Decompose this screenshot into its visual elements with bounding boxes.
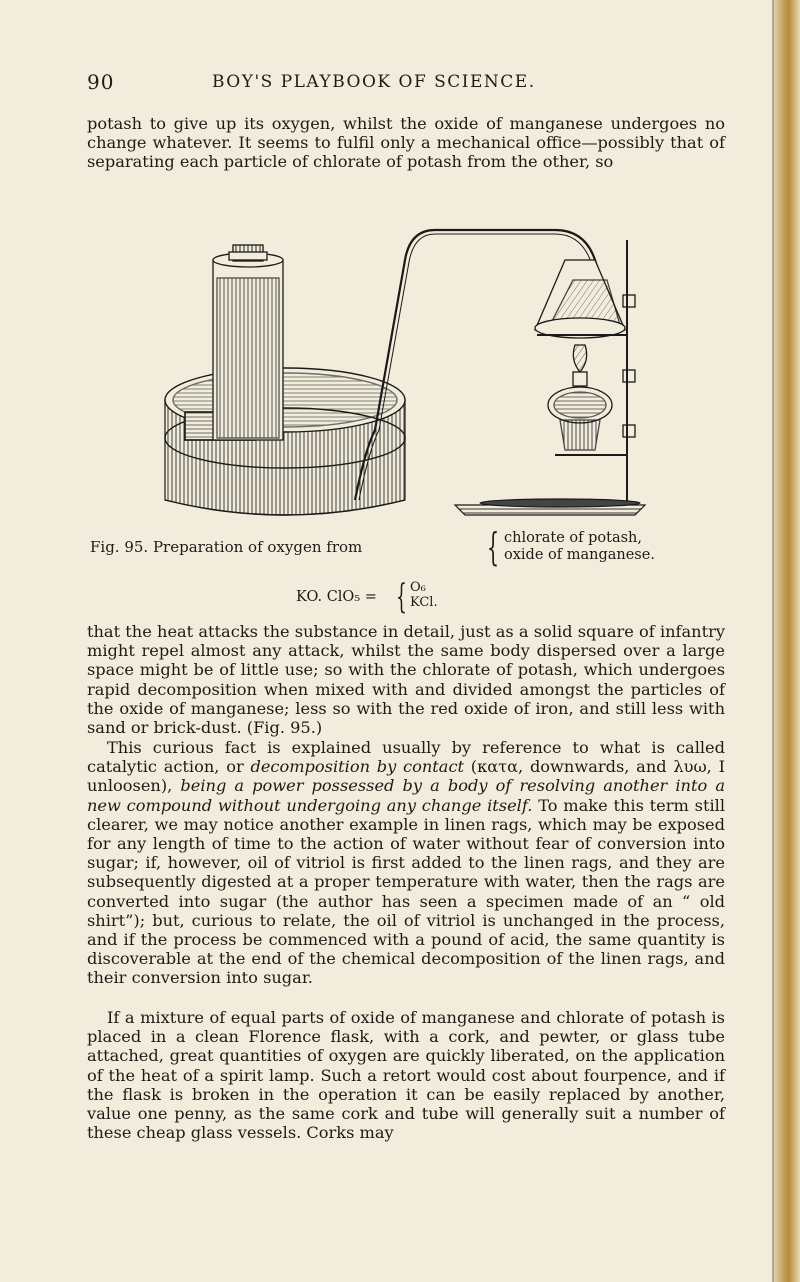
paragraph-1: that the heat attacks the substance in detail, just as a solid square of infantry might repel almost any attack, whilst the same body dispersed over a large space might be of little use; so with the chlorate of potash, which undergoes rapid decomposition when mixed with and divided amongst the particles of the oxide of manganese; less so with the red oxide of iron, and still less with sand or brick-dust. (Fig. 95.) <box>87 622 725 738</box>
p2-text-a: This curious fact is explained usually by reference to what is called catalytic action, or <box>87 738 725 777</box>
base-board <box>455 499 645 515</box>
paragraph-2 <box>87 738 725 988</box>
running-head: BOY'S PLAYBOOK OF SCIENCE. <box>212 72 536 92</box>
p2-emphasis-1: decomposition by contact <box>250 757 465 777</box>
paragraph-3 <box>87 1008 725 1142</box>
spirit-lamp <box>548 345 612 450</box>
page-edge-line <box>772 0 774 1282</box>
gas-jar <box>213 245 283 440</box>
paragraph-top: potash to give up its oxygen, whilst the oxide of manganese undergoes no change whatever. It seems to fulfil only a mechanical office—possibly that of separating each particle of chlorate of potash from the other, so <box>87 114 725 172</box>
caption-option-2: oxide of manganese. <box>504 547 655 563</box>
chemical-formula <box>296 577 496 620</box>
formula-lhs: KO. ClO₅ = <box>296 589 377 605</box>
p2-emphasis-2: being a power possessed by a body of resolving another into a new compound without undergoing any change itself. <box>87 776 725 815</box>
caption-text: Fig. 95. Preparation of oxygen from <box>90 538 363 556</box>
caption-option-1: chlorate of potash, <box>504 530 642 546</box>
formula-bottom: KCl. <box>410 595 438 610</box>
formula-brace: { <box>396 577 407 617</box>
caption-brace: { <box>487 525 500 569</box>
page-edge <box>772 0 800 1282</box>
formula-top: O₆ <box>410 580 426 595</box>
figure-oxygen-apparatus <box>155 200 665 525</box>
page-number: 90 <box>87 70 115 94</box>
page-header <box>87 70 727 100</box>
p3-text: If a mixture of equal parts of oxide of manganese and chlorate of potash is placed in a clean Florence flask, with a cork, and pewter, or glass tube attached, great quantities of oxygen are quickly liberated, on the application of the heat of a spirit lamp. Such a retort would cost about fourpence, and if the flask is broken in the operation it can be easily replaced by another, value one penny, as the same cork and tube will generally suit a number of these cheap glass vessels. Corks may <box>87 1008 725 1143</box>
p2-text-c: To make this term still clearer, we may notice another example in linen rags, which may be exposed for any length of time to the action of water without fear of conversion into sugar; if, however, oil of vitriol is first added to the linen rags, and they are subsequently digested at a proper temperature with water, then the rags are converted into sugar (the author has seen a specimen made of an “ old shirt”); but, curious to relate, the oil of vitriol is unchanged in the process, and if the process be commenced with a pound of acid, the same quantity is discoverable at the end of the chemical decomposition of the linen rags, and their conversion into sugar. <box>87 795 725 988</box>
p2-text-b: (κατα, downwards, and λυω, I unloosen), <box>87 757 725 796</box>
figure-caption <box>90 525 730 570</box>
